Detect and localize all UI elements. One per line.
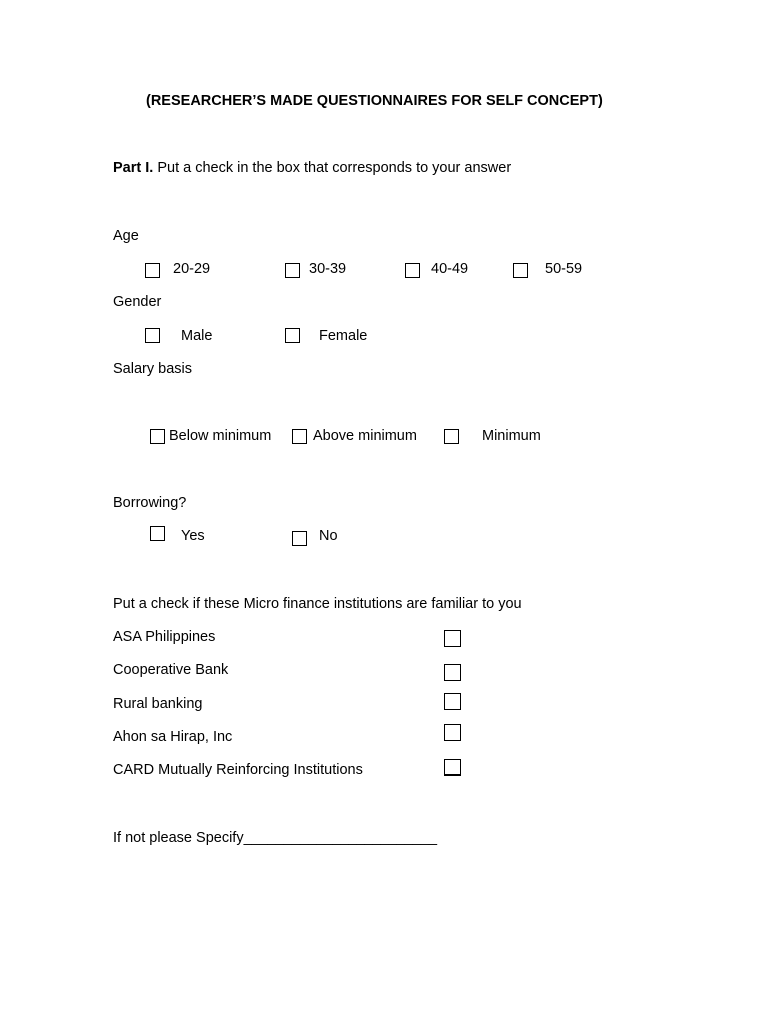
institution-cooperative-bank-checkbox[interactable] bbox=[444, 664, 461, 681]
part-1-label: Part I. bbox=[113, 160, 154, 176]
salary-minimum-checkbox[interactable] bbox=[444, 429, 459, 444]
gender-label: Gender bbox=[113, 294, 162, 310]
institutions-instruction: Put a check if these Micro finance institutions are familiar to you bbox=[113, 596, 522, 612]
age-40-49-checkbox[interactable] bbox=[405, 263, 420, 278]
part-1-instruction-line bbox=[113, 161, 511, 176]
institution-asa-checkbox[interactable] bbox=[444, 630, 461, 647]
salary-option-label: Below minimum bbox=[169, 428, 272, 444]
salary-label: Salary basis bbox=[113, 361, 192, 377]
borrowing-option-label: No bbox=[319, 528, 338, 544]
gender-option-label: Female bbox=[319, 328, 368, 344]
age-30-39-checkbox[interactable] bbox=[285, 263, 300, 278]
borrowing-label: Borrowing? bbox=[113, 495, 187, 511]
institution-label: Ahon sa Hirap, Inc bbox=[113, 729, 233, 745]
salary-below-minimum-checkbox[interactable] bbox=[150, 429, 165, 444]
age-50-59-checkbox[interactable] bbox=[513, 263, 528, 278]
age-20-29-checkbox[interactable] bbox=[145, 263, 160, 278]
gender-option-label: Male bbox=[181, 328, 213, 344]
age-label: Age bbox=[113, 228, 139, 244]
salary-above-minimum-checkbox[interactable] bbox=[292, 429, 307, 444]
borrowing-yes-checkbox[interactable] bbox=[150, 526, 165, 541]
gender-male-checkbox[interactable] bbox=[145, 328, 160, 343]
gender-female-checkbox[interactable] bbox=[285, 328, 300, 343]
age-option-label: 20-29 bbox=[173, 261, 211, 277]
institution-rural-banking-checkbox[interactable] bbox=[444, 693, 461, 710]
institution-ahon-sa-hirap-checkbox[interactable] bbox=[444, 724, 461, 741]
borrowing-no-checkbox[interactable] bbox=[292, 531, 307, 546]
institution-label: Rural banking bbox=[113, 696, 203, 712]
age-option-label: 30-39 bbox=[309, 261, 347, 277]
institution-card-checkbox[interactable] bbox=[444, 759, 461, 776]
institution-label: CARD Mutually Reinforcing Institutions bbox=[113, 762, 363, 778]
salary-option-label: Minimum bbox=[482, 428, 541, 444]
specify-field[interactable]: If not please Specify________________________ bbox=[113, 830, 438, 846]
page-title: (RESEARCHER’S MADE QUESTIONNAIRES FOR SELF CONCEPT) bbox=[146, 93, 603, 109]
age-option-label: 40-49 bbox=[431, 261, 469, 277]
institution-label: Cooperative Bank bbox=[113, 662, 229, 678]
age-option-label: 50-59 bbox=[545, 261, 583, 277]
part-1-instruction: Put a check in the box that corresponds to your answer bbox=[157, 160, 512, 176]
borrowing-option-label: Yes bbox=[181, 528, 205, 544]
institution-label: ASA Philippines bbox=[113, 629, 216, 645]
salary-option-label: Above minimum bbox=[313, 428, 417, 444]
